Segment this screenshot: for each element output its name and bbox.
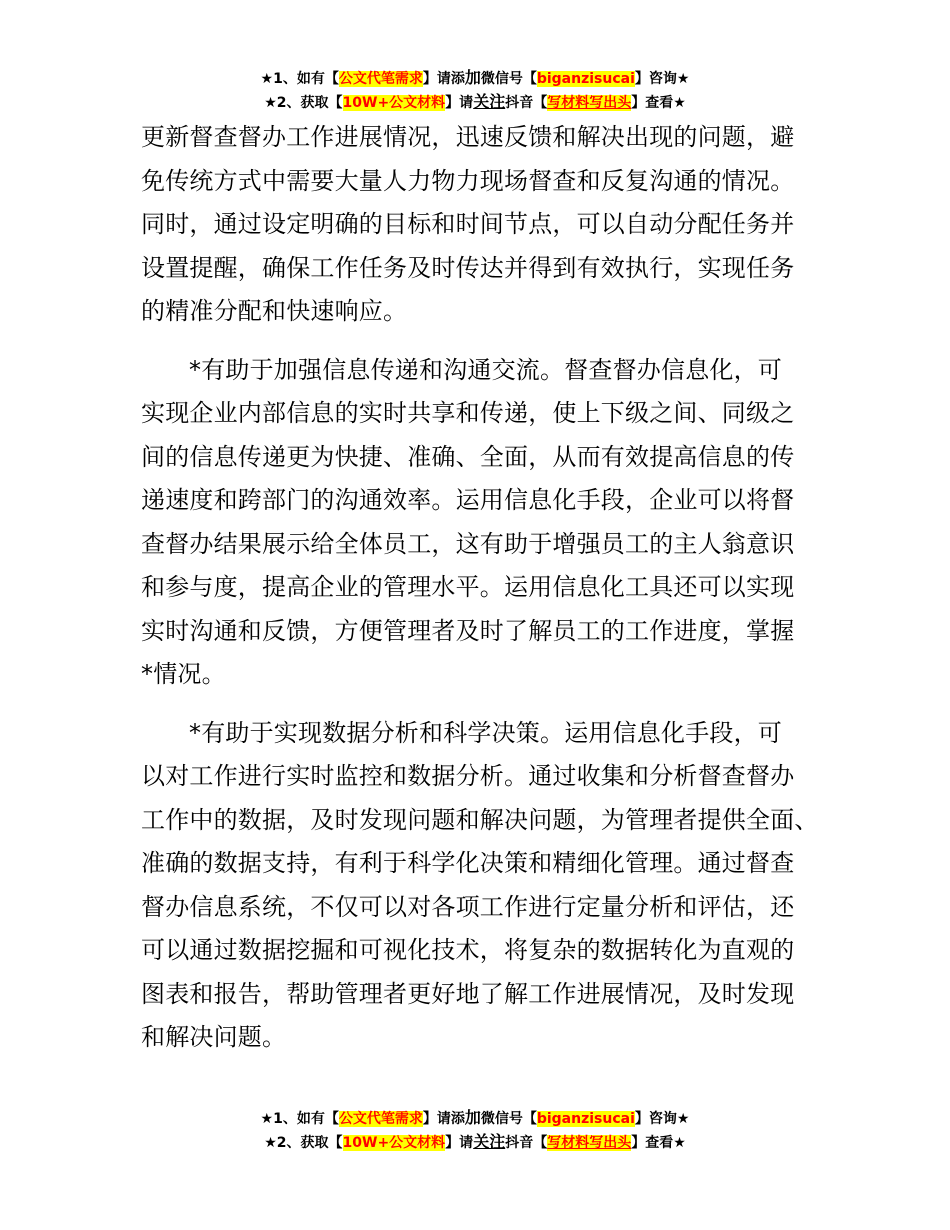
text-line: 实时沟通和反馈，方便管理者及时了解员工的工作进度，掌握 [141, 616, 795, 645]
document-body [141, 116, 821, 1060]
text-line: 以对工作进行实时监控和数据分析。通过收集和分析督查督办 [141, 762, 795, 790]
banner-text: 】查看★ [631, 1135, 686, 1151]
text-line [141, 349, 821, 393]
banner-line-2 [0, 1130, 950, 1154]
banner-line-1 [0, 66, 950, 90]
banner-line-1 [0, 1106, 950, 1130]
banner-text: 】请添 [422, 71, 465, 87]
banner-highlight: 10W+公文材料 [342, 1135, 446, 1151]
text-line: 的精准分配和快速响应。 [141, 297, 408, 325]
text-line: 和解决问题。 [141, 1023, 287, 1051]
paragraph-3 [141, 712, 821, 1060]
banner-text: 微信号【 [480, 1111, 537, 1127]
text-line: 设置提醒，确保工作任务及时传达并得到有效执行，实现任务 [141, 253, 795, 282]
text-line: 查督办结果展示给全体员工，这有助于增强员工的主人翁意识 [141, 529, 795, 558]
text-line: 工作中的数据，及时发现问题和解决问题，为管理者提供全面、 [141, 805, 819, 834]
banner-text: 加 [464, 1108, 481, 1127]
banner-text: 微信号【 [480, 71, 537, 87]
banner-text: 】咨询★ [634, 71, 690, 87]
banner-text: 抖音【 [505, 95, 548, 111]
text-line: 免传统方式中需要大量人力物力现场督查和反复沟通的情况。 [141, 166, 795, 195]
text-line: 图表和报告，帮助管理者更好地了解工作进展情况，及时发现 [141, 979, 795, 1008]
text-line-content: *有助于加强信息传递和沟通交流。督查督办信息化，可 [189, 355, 782, 384]
banner-text: 关注 [473, 92, 506, 111]
banner-text: ★2、获取【 [264, 1135, 343, 1151]
banner-text: 】查看★ [631, 95, 686, 111]
text-line: 督办信息系统，不仅可以对各项工作进行定量分析和评估，还 [141, 892, 795, 921]
text-line: 准确的数据支持，有利于科学化决策和精细化管理。通过督查 [141, 849, 795, 877]
banner-text: 关注 [473, 1132, 506, 1151]
text-line: 间的信息传递更为快捷、准确、全面，从而有效提高信息的传 [141, 442, 795, 471]
banner-highlight: 10W+公文材料 [342, 95, 446, 111]
footer-banner [0, 1106, 950, 1154]
banner-text: 】请添 [422, 1111, 465, 1127]
banner-text: 】咨询★ [634, 1111, 690, 1127]
banner-highlight: 公文代笔需求 [338, 71, 423, 87]
banner-highlight: 写材料写出头 [547, 1135, 632, 1151]
text-line: 递速度和跨部门的沟通效率。运用信息化手段，企业可以将督 [141, 486, 795, 514]
banner-text: ★1、如有【 [260, 1111, 339, 1127]
banner-highlight: 公文代笔需求 [338, 1111, 423, 1127]
banner-highlight: 写材料写出头 [547, 95, 632, 111]
banner-text: 抖音【 [505, 1135, 548, 1151]
banner-text: ★2、获取【 [264, 95, 343, 111]
text-line: 更新督查督办工作进展情况，迅速反馈和解决出现的问题，避 [141, 123, 795, 151]
text-line: 和参与度，提高企业的管理水平。运用信息化工具还可以实现 [141, 573, 795, 601]
banner-text: 】请 [445, 1135, 474, 1151]
text-line: 同时，通过设定明确的目标和时间节点，可以自动分配任务并 [141, 210, 795, 238]
paragraph-2 [141, 349, 821, 697]
header-banner [0, 66, 950, 114]
text-line: 实现企业内部信息的实时共享和传递，使上下级之间、同级之 [141, 399, 795, 427]
banner-text: ★1、如有【 [260, 71, 339, 87]
banner-highlight: biganzisucai [536, 1111, 635, 1127]
text-line: *情况。 [141, 660, 226, 688]
paragraph-1 [141, 116, 821, 334]
banner-line-2 [0, 90, 950, 114]
banner-highlight: biganzisucai [536, 71, 635, 87]
banner-text: 加 [464, 68, 481, 87]
banner-text: 】请 [445, 95, 474, 111]
text-line-content: *有助于实现数据分析和科学决策。运用信息化手段，可 [189, 718, 782, 747]
text-line [141, 712, 821, 756]
text-line: 可以通过数据挖掘和可视化技术，将复杂的数据转化为直观的 [141, 936, 795, 964]
